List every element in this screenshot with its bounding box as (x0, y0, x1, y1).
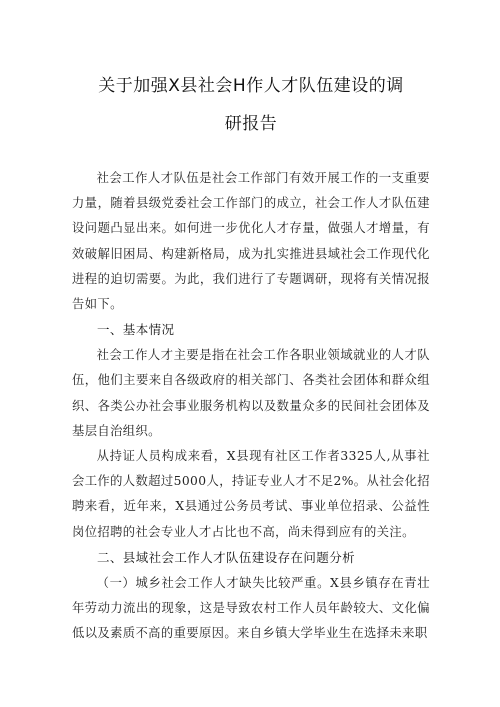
title-line-1: 关于加强X县社会H作人才队伍建设的调 (98, 76, 404, 96)
section1-paragraph-2: 从持证人员构成来看，X县现有社区工作者3325人,从事社会工作的人数超过5000人，持证专业人才不足2%。从社会化招聘来看，近年来，X县通过公务员考试、事业单位招录、公益性岗位招聘的社会专业人才占比也不高，尚未得到应有的关注。 (72, 449, 430, 539)
section-heading-problem-analysis: 二、县域社会工作人才队伍建设存在问题分析 (97, 549, 356, 565)
section1-paragraph-1: 社会工作人才主要是指在社会工作各职业领域就业的人才队伍，他们主要来自各级政府的相关部门、各类社会团体和群众组织、各类公办社会事业服务机构以及数量众多的民间社会团体及基层自治组织。 (72, 348, 430, 438)
title-line-2: 研报告 (224, 114, 278, 134)
section-heading-basic-situation: 一、基本情况 (97, 322, 175, 338)
section2-paragraph-1: （一）城乡社会工作人才缺失比较严重。X县乡镇存在青壮年劳动力流出的现象，这是导致农村工作人员年龄较大、文化偏低以及素质不高的重要原因。来自乡镇大学毕业生在选择未来职 (72, 575, 430, 641)
document-title (72, 72, 430, 138)
intro-paragraph: 社会工作人才队伍是社会工作部门有效开展工作的一支重要力量，随着县级党委社会工作部门的成立，社会工作人才队伍建设问题凸显出来。如何进一步优化人才存量，做强人才增量，有效破解旧困局、构建新格局，成为扎实推进县域社会工作现代化进程的迫切需要。为此，我们进行了专题调研，现将有关情况报告如下。 (72, 171, 430, 312)
document-body (72, 166, 430, 646)
